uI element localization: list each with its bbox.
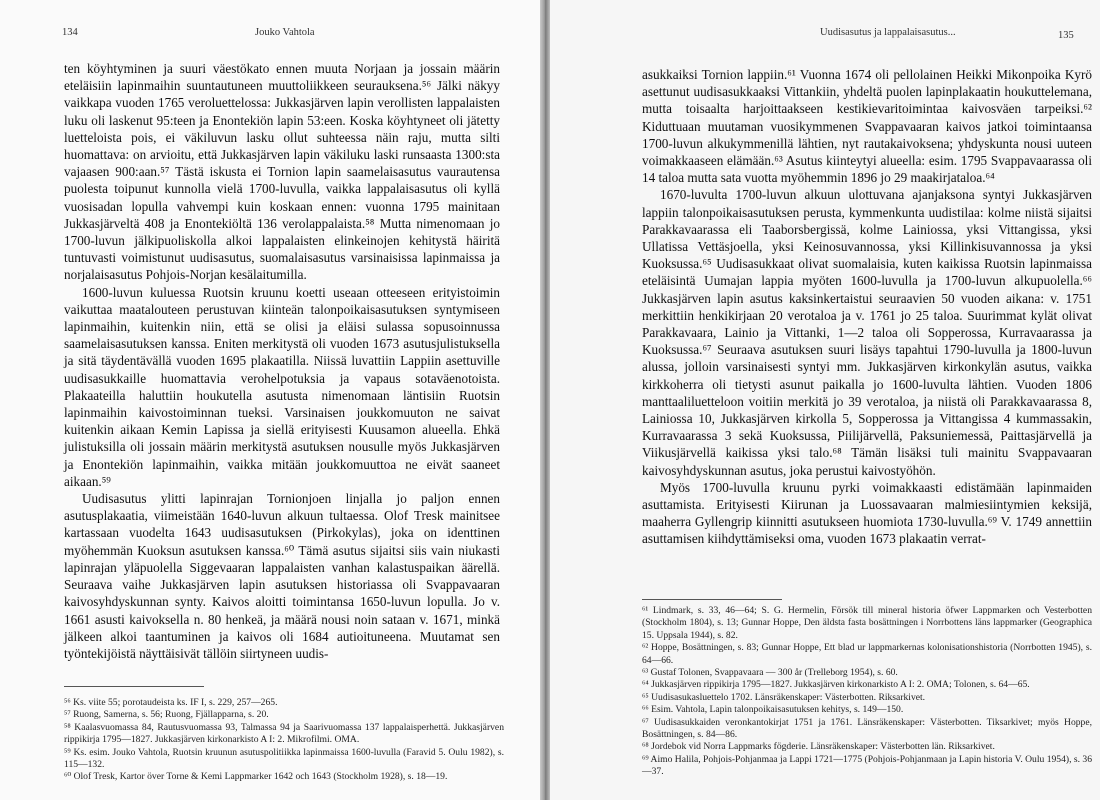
footnotes (642, 605, 1092, 779)
footnote: ⁶⁰ Olof Tresk, Kartor över Torne & Kemi Lappmarker 1642 och 1643 (Stockholm 1928), s. 18—19. (64, 771, 448, 783)
book-gutter (540, 0, 550, 800)
footnote: ⁶⁷ Uudisasukkaiden veronkantokirjat 1751 ja 1761. Länsräkenskaper: Västerbotten. Tiksarkivet; myös Hoppe, Bosättningen, s. 84—86. (642, 716, 1092, 741)
footnote-rule (64, 686, 204, 687)
body-text (64, 60, 500, 662)
footnote: ⁵⁸ Kaalasvuomassa 84, Rautusvuomassa 93, Talmassa 94 ja Saarivuomassa 137 lappalaisperhettä. Jukkasjärven rippikirja 1795—1827. Jukkasjärven kirkonarkisto A I: 2. Mikrofilmi. OMA. (64, 721, 504, 746)
footnotes (64, 697, 504, 784)
footnote: ⁶¹ Lindmark, s. 33, 46—64; S. G. Hermelin, Försök till mineral historia öfwer Lappmarken och Vesterbotten (Stockholm 1804), s. 13; Gunnar Hoppe, Den äldsta fasta bosättningen i Norrbottens läns lappmarker (Geographica 15. Uppsala 1944), s. 82. (642, 605, 1092, 641)
paragraph: asukkaiksi Tornion lappiin.⁶¹ Vuonna 1674 oli pellolainen Heikki Mikonpoika Kyrö asettunut uudisasukkaaksi Vittankiin, yhdeltä puolen lapinplakaatin houkuttelemana, mutta toisaalta harjoittaakseen kestikievaritoimintaa kaivosväen tarpeiksi.⁶² Kiduttuaan muutaman vuosikymmenen Svappavaaran kaivos jatkoi toimintaansa 1700-luvun alkukymmenillä lähtien, nyt rautakaivoksena; yhdyskunta nousi uuteen voimakkaaseen elämään.⁶³ Asutus kiinteytyi alueella: esim. 1795 Svappavaarassa oli 14 taloa mutta sata vuotta myöhemmin 1896 jo 29 maakirjataloa.⁶⁴ (642, 67, 1092, 186)
footnote: ⁶⁹ Aimo Halila, Pohjois-Pohjanmaa ja Lappi 1721—1775 (Pohjois-Pohjanmaan ja Lapin historia V. Oulu 1954), s. 36—37. (642, 753, 1093, 778)
paragraph: Myös 1700-luvulla kruunu pyrki voimakkaasti edistämään lapinmaiden asuttamista. Erityisesti Kiirunan ja Luossavaaran malmiesiintymien keksijä, maaherra Gyllengrip kiinnitti asutukseen huomiota 1730-luvulla.⁶⁹ V. 1749 annettiin asuttamisen kiihdyttämiseksi oma, vuoden 1673 plakaatin verrat- (642, 479, 1092, 547)
footnote: ⁵⁶ Ks. viite 55; porotaudeista ks. IF I, s. 229, 257—265. (64, 697, 278, 708)
body-text (642, 66, 1092, 548)
page-number: 134 (62, 27, 78, 38)
running-head: Uudisasutus ja lappalaisasutus... (820, 27, 956, 38)
footnote: ⁶³ Gustaf Tolonen, Svappavaara — 300 år (Trelleborg 1954), s. 60. (642, 667, 898, 679)
footnote: ⁶⁸ Jordebok vid Norra Lappmarks fögderie. Länsräkenskaper: Västerbotten län. Riksarkivet. (642, 741, 995, 753)
footnote: ⁶⁶ Esim. Vahtola, Lapin talonpoikaisasutuksen kehitys, s. 149—150. (642, 704, 904, 716)
paragraph: ten köyhtyminen ja suuri väestökato ennen muuta Norjaan ja jossain määrin eteläisiin lapinmaihin suuntautuneen muuttoliikkeen seurauksena.⁵⁶ Jälki näkyy vaikkapa vuoden 1765 veroluettelossa: Jukkasjärven lapin verollisten lappalaisten luku oli laskenut 95:teen ja Enontekiön lapin 53:een. Koska köyhtyneet oli jätetty luetteloista pois, ei väkiluvun lasku ollut suhteessa näin raju, mutta silti huomattava: on arvioitu, että Jukkasjärven lapin väkiluku laski runsaasta 1300:sta vajaasen 900:aan.⁵⁷ Tästä iskusta ei Tornion lapin saamelaisasutus vaurautensa puolesta toipunut kunnolla vielä 1700-luvulla, vaikka lappalaisasutus oli kyllä vuosisadan lopulla vahvempi kuin koskaan ennen: vuonna 1795 mainitaan Jukkasjärveltä 408 ja Enontekiöltä 136 verolappalaista.⁵⁸ Mutta nimenomaan jo 1700-luvun jälkipuoliskolla alkoi lappalaisten elinkeinojen kehitystä häiritä tuntuvasti voimistunut uudisasutus, suomalaisasutus varsinaisissa lapinmaissa ja norjalaisasutus Pohjois-Norjan kesälaitumilla. (64, 61, 500, 283)
footnote: ⁶⁴ Jukkasjärven rippikirja 1795—1827. Jukkasjärven kirkonarkisto A I: 2. OMA; Tolonen, s. 64—65. (642, 679, 1030, 691)
footnote: ⁶⁵ Uudisasukasluettelo 1702. Länsräkenskaper: Västerbotten. Riksarkivet. (642, 691, 926, 703)
footnote: ⁶² Hoppe, Bosättningen, s. 83; Gunnar Hoppe, Ett blad ur lappmarkernas kolonisationshistoria (Norrbotten 1945), s. 64—66. (642, 642, 1092, 666)
footnote: ⁵⁷ Ruong, Samerna, s. 56; Ruong, Fjällapparna, s. 20. (64, 709, 269, 721)
footnote-rule (642, 599, 782, 600)
paragraph: 1670-luvulta 1700-luvun alkuun ulottuvana ajanjaksona syntyi Jukkasjärven lappiin talonpoikaisasutuksen perusta, kymmenkunta uudistilaa: kolme niistä sijaitsi Parakkavaarassa eli Taaborsbergissä, kolme Lainiossa, yksi Vittangissa, yksi Ullatissa Vettäsjoella, yksi Keinosuvannossa, yksi Killinkisuvannossa ja yksi Kuoksussa.⁶⁵ Uudisasukkaat olivat suomalaisia, kuten kaikissa Ruotsin lapinmaissa eteläisintä Uumajan lappia myöten 1600-luvulla ja 1700-luvun alkupuolella.⁶⁶ Jukkasjärven lapin asutus kaksinkertaistui seuraavien 50 vuoden aikana: v. 1751 merkittiin henkikirjaan 20 verotaloa ja v. 1761 jo 25 taloa. Suurimmat kylät olivat Parakkavaara, Lainio ja Vittanki, 1—2 taloa oli Sopperossa, Kurravaarassa ja Kuoksussa.⁶⁷ Seuraava asutuksen suuri lisäys tapahtui 1790-luvulla ja 1800-luvun alussa, jolloin varsinaisesti syntyi mm. Jukkasjärven kirkonkylän asutus, vaikka kirkkoherra oli tietysti asunut paikalla jo 1600-luvulta lähtien. Vuoden 1806 manttaaliluetteloon voitiin merkitä jo 39 verotaloa, ja niistä oli Parakkavaarassa 8, Lainiossa 10, Jukkasjärven kirkolla 5, Sopperossa ja Vittangissa 4 kummassakin, Kurravaarassa 3 sekä Kuoksussa, Piilijärvellä, Paksuniemessä, Paittasjärvellä ja Viikusjärvellä kaikissa yksi talo.⁶⁸ Tämän lisäksi tuli mainitu Svappavaaran kaivosyhdyskunnan asutus, joka perustui kaivostyöhön. (642, 187, 1092, 478)
paragraph: 1600-luvun kuluessa Ruotsin kruunu koetti useaan otteeseen erityistoimin vaikuttaa maataloutеen perustuvan kiinteän talonpoikaisasutuksen syntymiseen lapinmaihin, kuitenkin niin, että se olisi ja eläisi sulassa sopusoinnussa saamelaisasutuksen kanssa. Eniten merkitystä oli vuoden 1673 asutusjulistuksella ja sitä täydentävällä vuoden 1695 plakaatilla. Niissä luvattiin Lappiin asettuville uudisasukkaille huomattavia verohelpotuksia ja vapaus sotaväenotoista. Plakaateilla haluttiin houkutella asutusta nimenomaan läntisiin Ruotsin lapinmaihin kaivostoiminnan tueksi. Varsinaisen joukkomuuton ne saivat kuitenkin aikaan Kemin Lapissa ja siellä erityisesti Kuusamon alueella. Ehkä julistuksilla oli jossain määrin merkitystä asutuksen nousulle myös Jukkasjärven ja Enontekiön lapinmaihin, vaikka mitään joukkomuuttoa ne eivät saaneet aikaan.⁵⁹ (64, 284, 500, 489)
footnote: ⁵⁹ Ks. esim. Jouko Vahtola, Ruotsin kruunun asutuspolitiikka lapinmaissa 1600-luvulla (Faravid 5. Oulu 1982), s. 115—132. (64, 746, 504, 771)
left-page (0, 0, 540, 800)
right-page (550, 0, 1100, 800)
paragraph: Uudisasutus ylitti lapinrajan Tornionjoen linjalla jo paljon ennen asutusplakaatia, viimeistään 1640-luvun alkuun tultaessa. Olof Tresk mainitsee kartassaan vuodelta 1643 uudisasutuksen (Pirkokylas), joka on identtinen myöhemmän Kuoksun asutuksen kanssa.⁶⁰ Tämä asutus sijaitsi siis vain niukasti lapinrajan yläpuolella Siggevaaran lappalaisten vanhan kalastuspaikan äärellä. Seuraava vaihe Jukkasjärven lapin asutuksen historiassa oli Svappavaaran kaivosyhdyskunnan synty. Kaivos aloitti toimintansa 1650-luvun lopulla. Jo v. 1661 asusti kaivoksella n. 80 henkeä, ja määrä nousi noin sataan v. 1671, minkä jälkeen alkoi taantuminen ja kaivos oli 1684 autioituneena. Muutamat sen työntekijöistä näyttäisivät tällöin siirtyneen uudis- (64, 491, 500, 661)
running-head: Jouko Vahtola (255, 27, 315, 38)
page-number: 135 (1058, 30, 1074, 41)
